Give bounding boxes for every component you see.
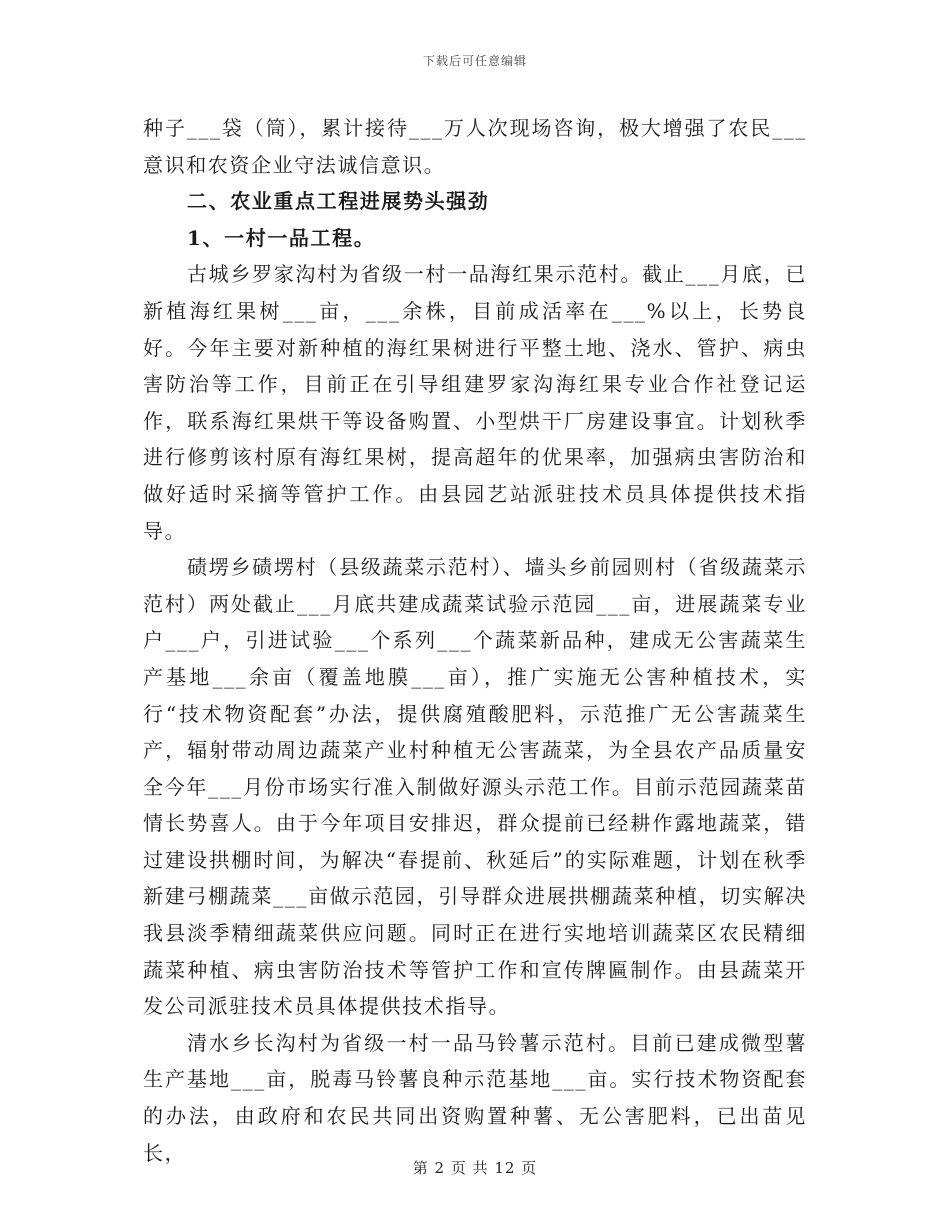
document-body [143, 110, 807, 1171]
paragraph-continuation: 种子___袋（筒），累计接待___万人次现场咨询，极大增强了农民___意识和农资企业守法诚信意识。 [143, 116, 807, 177]
paragraph-luojiagou: 古城乡罗家沟村为省级一村一品海红果示范村。截止___月底，已新植海红果树___亩，___余株，目前成活率在___%以上，长势良好。今年主要对新种植的海红果树进行平整土地、浇水、管护、病虫害防治等工作，目前正在引导组建罗家沟海红果专业合作社登记运作，联系海红果烘干等设备购置、小型烘干厂房建设事宜。计划秋季进行修剪该村原有海红果树，提高超年的优果率，加强病虫害防治和做好适时采摘等管护工作。由县园艺站派驻技术员具体提供技术指导。 [143, 262, 807, 543]
paragraph-changgou: 清水乡长沟村为省级一村一品马铃薯示范村。目前已建成微型薯生产基地___亩，脱毒马铃薯良种示范基地___亩。实行技术物资配套的办法，由政府和农民共同出资购置种薯、无公害肥料，已出苗见长， [143, 1030, 807, 1165]
header-note: 下载后可任意编辑 [422, 54, 527, 68]
page-number: 第 2 页 共 12 页 [412, 1159, 538, 1177]
section-heading: 二、农业重点工程进展势头强劲 [187, 189, 490, 214]
paragraph-vegetable-demo: 碛塄乡碛塄村（县级蔬菜示范村）、墙头乡前园则村（省级蔬菜示范村）两处截止___月底共建成蔬菜试验示范园___亩，进展蔬菜专业户___户，引进试验___个系列___个蔬菜新品种，建成无公害蔬菜生产基地___余亩（覆盖地膜___亩），推广实施无公害种植技术，实行“技术物资配套”办法，提供腐殖酸肥料，示范推广无公害蔬菜生产，辐射带动周边蔬菜产业村种植无公害蔬菜，为全县农产品质量安全今年___月份市场实行准入制做好源头示范工作。目前示范园蔬菜苗情长势喜人。由于今年项目安排迟，群众提前已经耕作露地蔬菜，错过建设拱棚时间，为解决“春提前、秋延后”的实际难题，计划在秋季新建弓棚蔬菜___亩做示范园，引导群众进展拱棚蔬菜种植，切实解决我县淡季精细蔬菜供应问题。同时正在进行实地培训蔬菜区农民精细蔬菜种植、病虫害防治技术等管护工作和宣传牌匾制作。由县蔬菜开发公司派驻技术员具体提供技术指导。 [143, 555, 807, 1019]
subsection-heading: 1、一村一品工程。 [187, 225, 376, 250]
